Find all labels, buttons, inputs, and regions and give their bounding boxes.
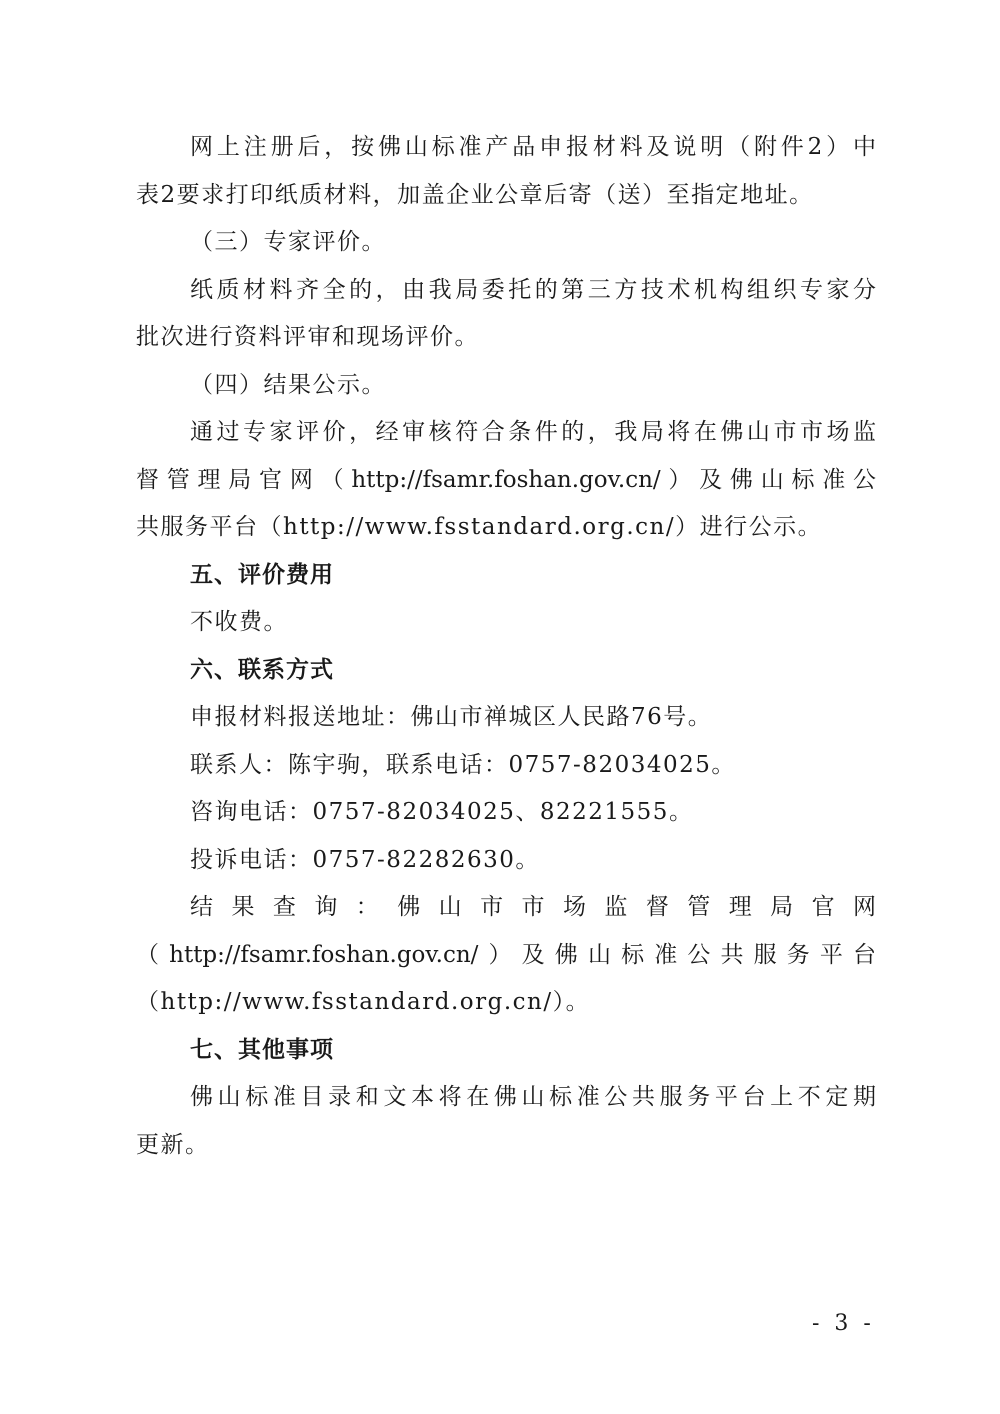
paragraph-line: 督管理局官网（http://fsamr.foshan.gov.cn/）及佛山标准公 xyxy=(136,466,876,493)
paragraph-line: 纸质材料齐全的，由我局委托的第三方技术机构组织专家分 xyxy=(190,276,876,303)
paragraph-line: 网上注册后，按佛山标准产品申报材料及说明（附件2）中 xyxy=(190,134,876,160)
subsection-heading: （三）专家评价。 xyxy=(190,229,386,255)
section-heading: 五、评价费用 xyxy=(190,561,334,588)
result-query: 结果查询：佛山市市场监督管理局官网 xyxy=(190,894,876,920)
paragraph-line: 更新。 xyxy=(136,1131,210,1158)
paragraph-line: （http://fsamr.foshan.gov.cn/）及佛山标准公共服务平台 xyxy=(136,941,876,968)
page-number: - 3 - xyxy=(812,1311,875,1336)
section-heading: 六、联系方式 xyxy=(190,656,334,683)
section-heading: 七、其他事项 xyxy=(190,1036,334,1063)
paragraph-line: 通过专家评价，经审核符合条件的，我局将在佛山市市场监 xyxy=(190,419,876,445)
contact-person: 联系人：陈宇驹，联系电话：0757-82034025。 xyxy=(190,751,736,778)
paragraph-line: 共服务平台（http://www.fsstandard.org.cn/）进行公示。 xyxy=(136,514,823,540)
paragraph-line: 表2要求打印纸质材料，加盖企业公章后寄（送）至指定地址。 xyxy=(136,181,814,208)
subsection-heading: （四）结果公示。 xyxy=(190,371,386,398)
paragraph-line: 不收费。 xyxy=(190,609,288,635)
paragraph-line: （http://www.fsstandard.org.cn/）。 xyxy=(136,989,591,1015)
complaint-phone: 投诉电话：0757-82282630。 xyxy=(190,846,540,873)
paragraph-line: 批次进行资料评审和现场评价。 xyxy=(136,324,479,350)
paragraph-line: 佛山标准目录和文本将在佛山标准公共服务平台上不定期 xyxy=(190,1084,876,1110)
contact-address: 申报材料报送地址：佛山市禅城区人民路76号。 xyxy=(190,704,713,730)
document-body xyxy=(136,124,876,1169)
consult-phone: 咨询电话：0757-82034025、82221555。 xyxy=(190,799,694,825)
